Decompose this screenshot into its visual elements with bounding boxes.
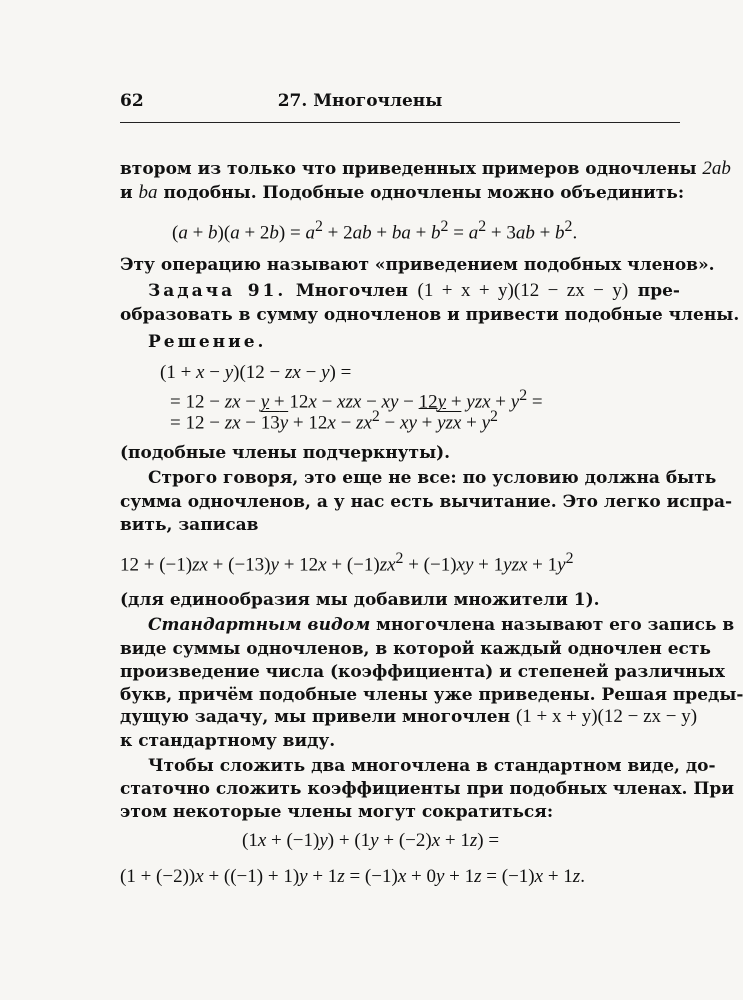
text-line: Стандартным видом многочлена называют его запись в (148, 615, 735, 635)
task-label: Задача 91. (148, 281, 287, 301)
text-line: вить, записав (120, 515, 259, 535)
text-line: и ba подобны. Подобные одночлены можно объединить: (120, 182, 685, 203)
text-line: произведение числа (коэффициента) и степеней различных (120, 662, 725, 682)
text-line: букв, причём подобные члены уже приведены. Решая преды- (120, 685, 743, 705)
text-line: к стандартному виду. (120, 731, 336, 751)
solution-step-3: = 12 − zx − $13y + 12x - zx^2$ − xy + $\overline{yzx} + y^2$ (170, 408, 498, 434)
text-line: Эту операцию называют «приведением подобных членов». (120, 255, 715, 275)
text-line: сумма одночленов, а у нас есть вычитание. Это легко испра- (120, 492, 733, 512)
formula-sum: $12 + (-1)zx + (-13)y + 12x + (-1)zx^2 + (-1)xy + 1yzx + 1y^2$ (120, 550, 574, 576)
text-line: образовать в сумму одночленов и привести подобные члены. (120, 305, 740, 325)
text-line: виде суммы одночленов, в которой каждый одночлен есть (120, 639, 711, 659)
text-line: статочно сложить коэффициенты при подобных членах. При (120, 779, 734, 799)
term-standard-form: Стандартным видом (148, 615, 371, 635)
text-line: этом некоторые члены могут сократиться: (120, 802, 554, 822)
task-line: Задача 91. Многочлен (1 + x + y)(12 − zx − y) пре- (148, 280, 680, 301)
formula-expansion: $(a + b)(a + 2b) = a^2 + 2ab$ + ba + $b^2 = a^2 + 3ab + b^2$. (172, 218, 578, 244)
text-line: Строго говоря, это еще не все: по условию должна быть (148, 468, 717, 488)
text-line: (подобные члены подчеркнуты). (120, 443, 451, 463)
solution-label: Решение. (148, 332, 267, 352)
book-page (120, 0, 743, 1000)
page-number: 62 (120, 91, 144, 111)
text-line: (для единообразия мы добавили множители 1). (120, 590, 600, 610)
text-line: Чтобы сложить два многочлена в стандартном виде, до- (148, 756, 716, 776)
header-rule (120, 122, 680, 123)
text-line: втором из только что приведенных примеров одночлены 2ab (120, 158, 731, 179)
formula-addition-2: (1 + (−2))x + ((−1) + 1)y + 1z = (−1)x + 0y + 1z = (−1)x + 1z. (120, 866, 585, 887)
text-line: дущую задачу, мы привели многочлен (1 + x + y)(12 − zx − y) (120, 706, 698, 727)
formula-addition-1: (1x + (−1)y) + (1y + (−2)x + 1z) = (242, 830, 500, 851)
solution-step-2: = 12 − zx − y + 12x − xzx − xy − 12y + yzx + $y^2$ = (170, 387, 543, 413)
chapter-title: 27. Многочлены (277, 91, 443, 111)
solution-step-1: (1 + x − y)(12 − zx − y) = (160, 362, 352, 383)
